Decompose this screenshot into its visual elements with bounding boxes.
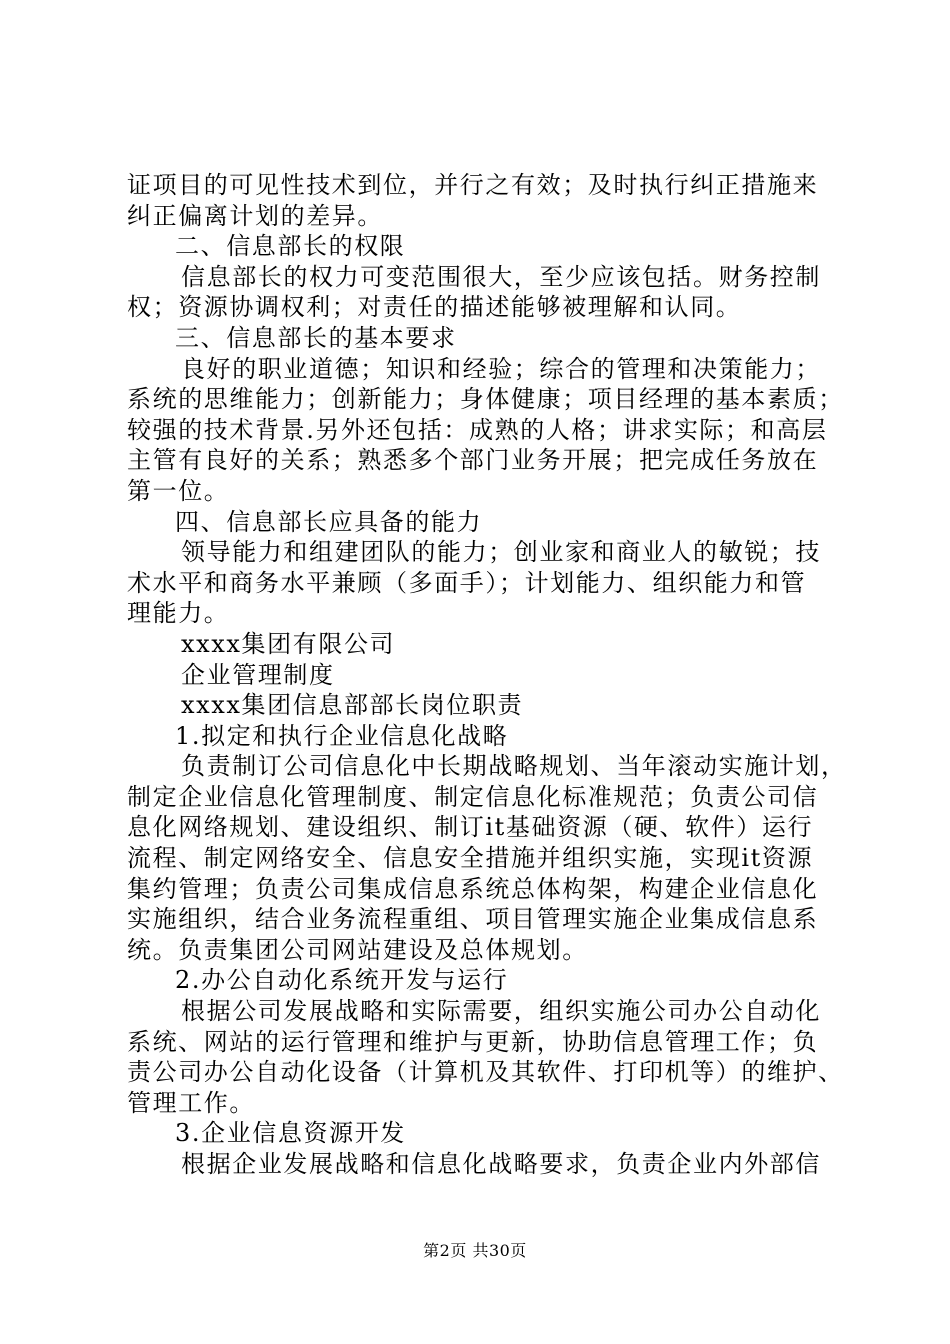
text-line: 四、信息部长应具备的能力 [175,507,483,536]
text-line: 3.企业信息资源开发 [175,1119,406,1148]
text-line: 2.办公自动化系统开发与运行 [175,966,509,995]
text-line: 良好的职业道德；知识和经验；综合的管理和决策能力； [181,354,821,383]
text-line: 权；资源协调权利；对责任的描述能够被理解和认同。 [127,293,742,322]
text-line: 集约管理；负责公司集成信息系统总体构架，构建企业信息化 [127,874,819,903]
text-line: 术水平和商务水平兼顾（多面手）；计划能力、组织能力和管 [127,568,807,597]
text-line: 证项目的可见性技术到位，并行之有效；及时执行纠正措施来 [127,171,819,199]
text-line: xxxx集团信息部部长岗位职责 [181,691,524,720]
text-line: 信息部长的权力可变范围很大，至少应该包括。财务控制 [181,262,821,291]
text-line: 1.拟定和执行企业信息化战略 [175,721,509,750]
text-line: 三、信息部长的基本要求 [175,323,457,352]
text-line: 系统的思维能力；创新能力；身体健康；项目经理的基本素质； [127,385,844,414]
page-number-footer: 第2页 共30页 [423,1241,527,1260]
text-line: 责公司办公自动化设备（计算机及其软件、打印机等）的维护、 [127,1058,844,1087]
text-line: 统。负责集团公司网站建设及总体规划。 [127,935,588,964]
text-line: 系统、网站的运行管理和维护与更新，协助信息管理工作；负 [127,1027,819,1056]
text-line: 息化网络规划、建设组织、制订it基础资源（硬、软件）运行 [127,813,814,842]
text-line: 根据公司发展战略和实际需要，组织实施公司办公自动化 [181,997,821,1026]
document-body [127,170,847,1180]
text-line: 流程、制定网络安全、信息安全措施并组织实施，实现it资源 [127,844,814,873]
text-line: 根据企业发展战略和信息化战略要求，负责企业内外部信 [181,1150,821,1178]
text-line: 主管有良好的关系；熟悉多个部门业务开展；把完成任务放在 [127,446,819,475]
text-line: 制定企业信息化管理制度、制定信息化标准规范；负责公司信 [127,782,819,811]
text-line: xxxx集团有限公司 [181,629,396,658]
text-line: 理能力。 [127,599,230,628]
text-line: 第一位。 [127,476,230,505]
text-line: 企业管理制度 [181,660,335,689]
text-line: 领导能力和组建团队的能力；创业家和商业人的敏锐；技 [181,538,821,567]
text-line: 较强的技术背景.另外还包括：成熟的人格；讲求实际；和高层 [127,415,828,444]
text-line: 实施组织，结合业务流程重组、项目管理实施企业集成信息系 [127,905,819,934]
text-line: 二、信息部长的权限 [175,232,406,261]
text-line: 负责制订公司信息化中长期战略规划、当年滚动实施计划， [181,752,847,781]
text-line: 纠正偏离计划的差异。 [127,201,383,230]
text-line: 管理工作。 [127,1088,255,1117]
